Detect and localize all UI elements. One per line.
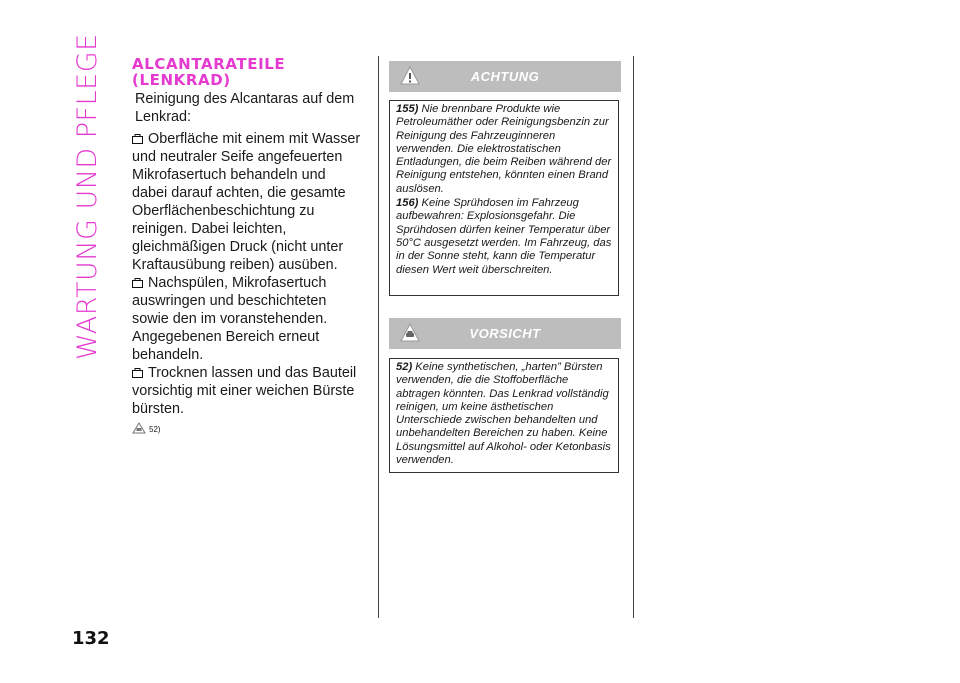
wrench-icon [132,134,144,144]
step-item [132,364,364,418]
warning-box-title: ACHTUNG [470,69,540,84]
warning-item-number: 156) [396,197,419,210]
reference-row [132,422,364,434]
warning-item [396,197,614,277]
car-caution-icon [132,422,146,434]
caution-item-text: Keine synthetischen, „harten” Bürsten verwenden, die die Stoffoberfläche abtragen könnten. Das Lenkrad vollständig reinigen, um keine ästhetischen Unterschiede zwischen behandelten und unbehandelten Bereichen zu haben. Keine Lösungsmittel auf Alkohol- oder Ketonbasis verwenden. [396,361,611,467]
warning-item-number: 155) [396,103,419,115]
caution-item [396,361,614,467]
section-heading-line1: ALCANTARATEILE [132,55,286,73]
caution-item-number: 52) [396,361,413,373]
column-divider-right [633,56,634,618]
page-number: 132 [72,628,110,649]
intro-text: Reinigung des Alcantaras auf dem Lenkrad: [135,91,355,125]
step-item [132,274,364,364]
reference-number: 52) [149,425,161,434]
warning-item-text: Nie brennbare Produkte wie Petroleumäther oder Reinigungsbenzin zur Reinigung des Fahrzeuginneren verwenden. Die elektrostatischen Entladungen, die beim Reiben während der Reinigung entstehen, könnten einen Brand auslösen. [396,103,612,195]
main-column [132,56,364,434]
caution-box-body [389,358,619,473]
caution-box-title: VORSICHT [469,326,541,341]
step-text: Oberfläche mit einem mit Wasser und neutraler Seife angefeuerten Mikrofasertuch behandeln und dabei darauf achten, die gesamte Oberflächenbeschichtung zu reinigen. Dabei leichten, gleichmäßigen Druck (nicht unter Kraftausübung reiben) ausüben. [132,131,361,273]
step-text: Nachspülen, Mikrofasertuch auswringen und beschichteten sowie den im voranstehenden. Angegebenen Bereich erneut behandeln. [132,275,328,363]
caution-box-header [389,318,621,349]
warning-box-header [389,61,621,92]
step-text: Trocknen lassen und das Bauteil vorsichtig mit einer weichen Bürste bürsten. [132,365,357,417]
step-item [132,130,364,274]
side-chapter-title-text: WARTUNG UND PFLEGE [72,33,103,360]
section-heading-line2: (LENKRAD) [132,71,231,89]
warning-item-text: Keine Sprühdosen im Fahrzeug aufbewahren: Explosionsgefahr. Die Sprühdosen dürfen keiner Temperatur über 50°C ausgesetzt werden. Im Fahrzeug, das in der Sonne steht, kann die Temperatur diesen Wert weit überschreiten. [396,197,612,276]
wrench-icon [132,278,144,288]
warning-box-body [389,100,619,296]
section-heading [132,56,364,88]
column-divider-left [378,56,379,618]
wrench-icon [132,368,144,378]
warning-item [396,103,614,196]
